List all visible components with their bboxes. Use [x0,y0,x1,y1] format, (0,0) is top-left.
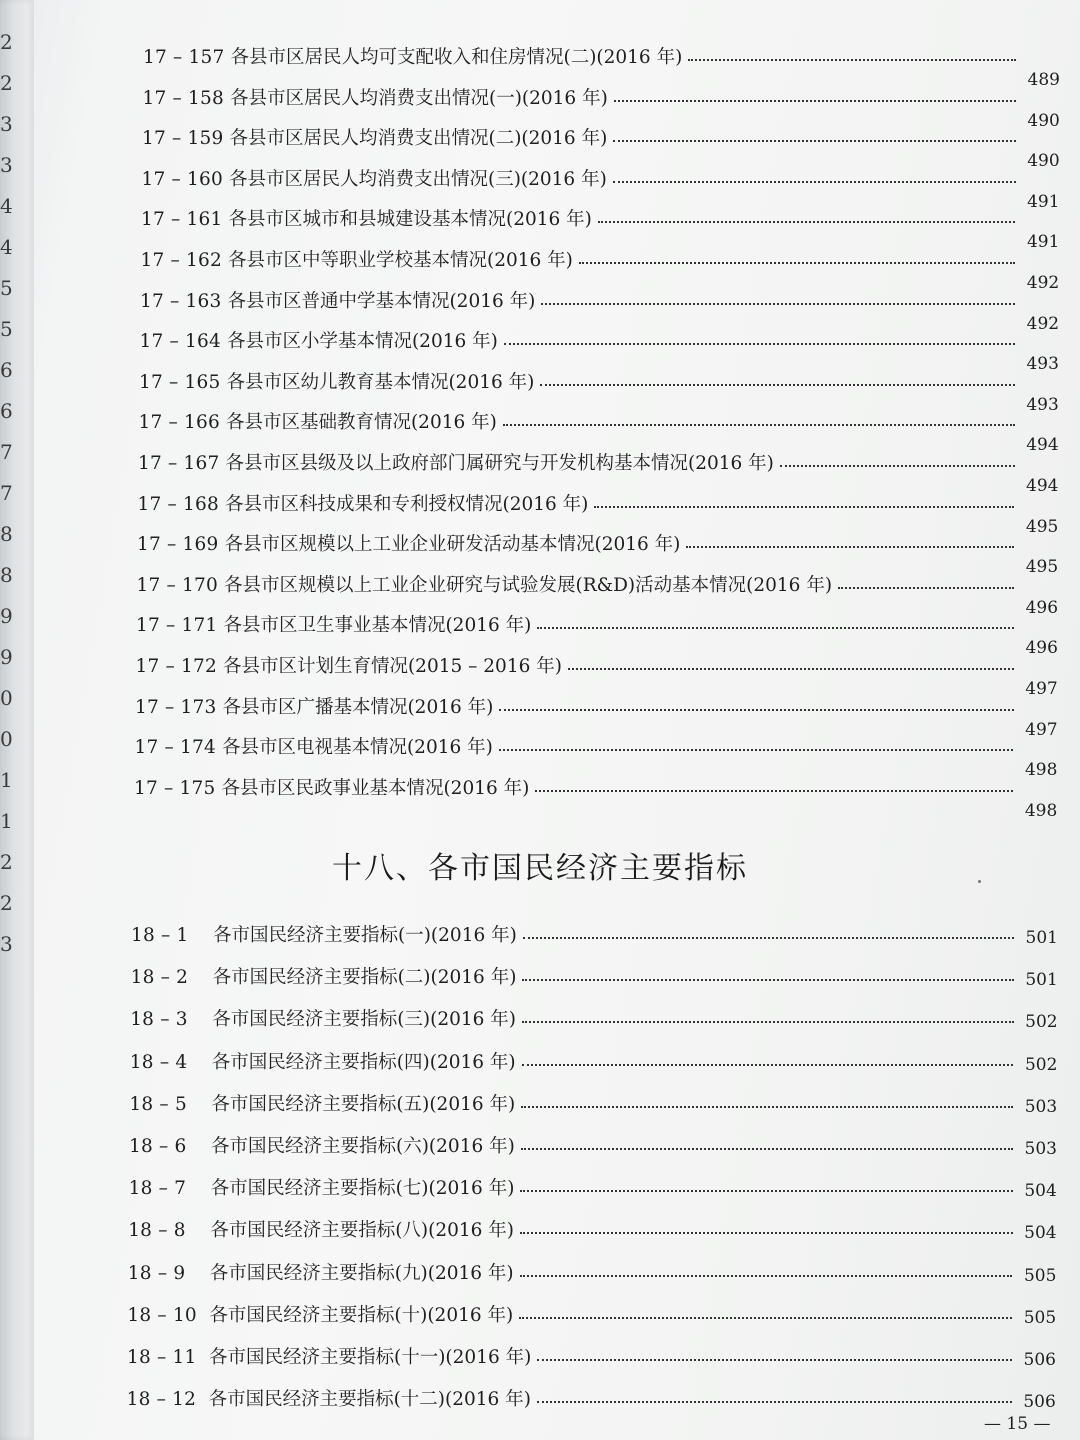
entry-page: 502 [1025,1012,1058,1033]
entry-title: 各市国民经济主要指标(十二)(2016 年) [208,1389,531,1411]
entry-title: 各县市区小学基本情况(2016 年) [226,331,498,353]
toc-entry [138,412,1059,456]
toc-entry [140,290,1060,334]
leader-dots [613,128,1015,142]
toc-entry [129,1136,1057,1158]
entry-number: 18 – 9 [127,1262,186,1284]
book-spine-shadow [0,0,34,1440]
leader-dots [568,656,1014,670]
entry-page: 496 [1025,638,1058,659]
entry-page: 493 [1026,394,1059,415]
leader-dots [541,291,1015,305]
entry-page: 503 [1024,1096,1058,1117]
toc-entry [137,534,1059,578]
entry-number: 17 – 160 [141,168,223,190]
toc-entry [139,331,1059,375]
entry-title: 各县市区基础教育情况(2016 年) [225,412,497,434]
entry-page: 505 [1023,1265,1057,1286]
leader-dots [613,169,1016,183]
toc-entry [131,967,1058,989]
entry-title: 各县市区居民人均消费支出情况(一)(2016 年) [229,87,608,109]
toc-entry [131,925,1058,947]
toc-entry [128,1220,1056,1242]
entry-page: 501 [1025,928,1058,948]
margin-digit: 3 [0,934,13,954]
toc-entry [136,574,1059,618]
entry-number: 17 – 171 [136,615,218,637]
toc-entry [127,1347,1056,1369]
entry-number: 17 – 163 [140,290,222,312]
entry-number: 17 – 167 [138,453,220,474]
entry-title: 各市国民经济主要指标(四)(2016 年) [211,1051,516,1073]
leader-dots [521,1094,1013,1108]
entry-title: 各县市区居民人均可支配收入和住房情况(二)(2016 年) [230,47,683,68]
leader-dots [537,615,1014,629]
entry-title: 各县市区民政事业基本情况(2016 年) [221,777,530,799]
margin-digit: 5 [0,278,13,298]
entry-number: 17 – 165 [139,371,221,393]
entry-page: 502 [1024,1054,1058,1075]
entry-page: 506 [1023,1350,1056,1370]
entry-number: 17 – 168 [137,493,219,515]
print-speck [978,880,981,883]
entry-title: 各县市区电视基本情况(2016 年) [221,737,493,759]
margin-digit: 1 [0,770,13,790]
entry-title: 各市国民经济主要指标(二)(2016 年) [212,967,517,989]
entry-number: 18 – 1 [131,925,189,946]
leader-dots [521,1136,1013,1150]
leader-dots [686,534,1014,548]
leader-dots [503,412,1015,426]
leader-dots [499,697,1013,711]
leader-dots [780,453,1015,467]
toc-entry [137,493,1059,537]
entry-title: 各市国民经济主要指标(六)(2016 年) [211,1136,515,1157]
entry-page: 506 [1023,1392,1056,1413]
toc-entry [134,737,1058,781]
toc-entry [130,1009,1057,1031]
toc-entry [143,47,1060,90]
leader-dots [520,1178,1012,1192]
entry-number: 17 – 159 [142,128,224,150]
toc-entry [130,1052,1058,1074]
entry-title: 各市国民经济主要指标(八)(2016 年) [210,1220,515,1242]
entry-title: 各市国民经济主要指标(五)(2016 年) [211,1093,516,1115]
margin-digit: 3 [0,114,13,134]
toc-entry [134,777,1058,821]
entry-number: 18 – 8 [128,1220,186,1242]
margin-digit: 2 [0,893,13,913]
entry-page: 489 [1027,70,1060,90]
entry-page: 490 [1027,110,1060,131]
entry-number: 17 – 166 [138,412,220,434]
entry-number: 18 – 4 [129,1051,188,1073]
leader-dots [522,967,1013,981]
margin-digit: 8 [0,524,13,544]
entry-title: 各县市区规模以上工业企业研发活动基本情况(2016 年) [224,534,681,556]
toc-entry [139,371,1059,415]
entry-page: 495 [1025,557,1059,578]
margin-digit: 0 [0,729,13,749]
entry-number: 17 – 175 [134,777,216,799]
entry-page: 497 [1025,719,1058,740]
entry-number: 17 – 164 [139,331,221,353]
toc-entry [128,1263,1057,1285]
toc-entry [140,250,1060,293]
leader-dots [522,1052,1014,1066]
entry-title: 各县市区科技成果和专利授权情况(2016 年) [224,493,589,515]
margin-digit: 9 [0,647,13,667]
entry-page: 492 [1026,273,1060,293]
leader-dots [598,209,1016,223]
entry-page: 498 [1024,800,1058,821]
entry-page: 501 [1025,970,1058,991]
entry-page: 498 [1024,760,1058,781]
entry-page: 494 [1026,476,1059,496]
leader-dots [504,331,1015,345]
leader-dots [579,250,1015,264]
leader-dots [594,494,1014,508]
margin-digit: 1 [0,811,13,831]
entry-page: 505 [1023,1307,1057,1328]
entry-page: 493 [1026,354,1059,375]
entry-title: 各县市区居民人均消费支出情况(二)(2016 年) [229,128,608,150]
entry-number: 17 – 174 [134,737,216,759]
margin-digit: 6 [0,401,13,421]
entry-title: 各县市区广播基本情况(2016 年) [222,696,494,718]
entry-number: 17 – 161 [141,209,223,231]
margin-digit: 4 [0,237,13,257]
margin-digit: 4 [0,196,13,216]
margin-digit: 2 [0,32,13,52]
entry-title: 各县市区居民人均消费支出情况(三)(2016 年) [228,168,607,190]
entry-page: 497 [1025,679,1058,699]
entry-title: 各县市区规模以上工业企业研究与试验发展(R&D)活动基本情况(2016 年) [223,574,833,596]
entry-number: 18 – 6 [129,1136,187,1157]
margin-digit: 5 [0,319,13,339]
toc-entry [136,615,1058,659]
margin-digit: 2 [0,73,13,93]
entry-number: 17 – 158 [142,87,224,109]
entry-page: 495 [1025,516,1059,537]
margin-digit: 3 [0,155,13,175]
entry-title: 各县市区县级及以上政府部门属研究与开发机构基本情况(2016 年) [225,453,774,474]
margin-digit: 8 [0,565,13,585]
margin-digit: 2 [0,852,13,872]
entry-number: 18 – 10 [127,1304,197,1326]
entry-page: 496 [1025,597,1059,618]
entry-title: 各市国民经济主要指标(三)(2016 年) [212,1009,517,1031]
margin-digit: 7 [0,442,13,462]
leader-dots [614,88,1016,102]
entry-page: 503 [1024,1139,1057,1159]
entry-title: 各市国民经济主要指标(十)(2016 年) [209,1304,514,1326]
page-number: — 15 — [984,1414,1051,1434]
leader-dots [519,1305,1012,1319]
toc-entry [127,1305,1056,1327]
entry-number: 17 – 169 [137,534,219,556]
entry-number: 18 – 5 [129,1093,187,1115]
toc-entry [142,128,1060,172]
entry-page: 504 [1024,1223,1057,1244]
toc-entry [141,168,1060,212]
leader-dots [540,372,1014,386]
entry-number: 17 – 170 [136,574,218,596]
entry-title: 各市国民经济主要指标(十一)(2016 年) [209,1347,532,1368]
leader-dots [522,1009,1014,1023]
entry-number: 17 – 162 [140,250,222,271]
margin-digit: 9 [0,606,13,626]
toc-entry [142,87,1060,131]
toc-entry [141,209,1060,253]
entry-page: 492 [1026,313,1060,334]
toc-entry [135,656,1058,699]
entry-number: 17 – 157 [143,47,225,68]
margin-digit: 7 [0,483,13,503]
entry-title: 各市国民经济主要指标(一)(2016 年) [213,925,517,946]
entry-page: 490 [1027,151,1060,172]
toc-entry [129,1178,1057,1200]
toc-entry [127,1389,1056,1411]
leader-dots [499,737,1014,751]
leader-dots [537,1389,1012,1403]
entry-number: 18 – 7 [128,1178,187,1200]
leader-dots [535,778,1013,792]
leader-dots [523,925,1014,939]
leader-dots [520,1263,1013,1277]
leader-dots [537,1347,1012,1361]
entry-page: 491 [1026,232,1060,253]
entry-title: 各县市区计划生育情况(2015 – 2016 年) [222,656,562,677]
toc-entry [129,1094,1057,1116]
entry-title: 各县市区城市和县城建设基本情况(2016 年) [228,209,592,231]
margin-digit: 6 [0,360,13,380]
entry-number: 18 – 2 [130,967,189,989]
entry-title: 各县市区普通中学基本情况(2016 年) [227,290,536,312]
entry-title: 各市国民经济主要指标(七)(2016 年) [210,1178,515,1200]
toc-entry [138,453,1059,496]
entry-number: 17 – 173 [135,696,217,718]
entry-number: 18 – 12 [126,1389,197,1411]
toc-entry [135,696,1058,740]
entry-number: 18 – 11 [127,1347,197,1368]
entry-number: 17 – 172 [135,656,217,677]
entry-title: 各县市区卫生事业基本情况(2016 年) [223,615,532,637]
margin-digit: 0 [0,688,13,708]
entry-number: 18 – 3 [130,1009,188,1031]
entry-title: 各县市区中等职业学校基本情况(2016 年) [227,250,573,271]
entry-title: 各县市区幼儿教育基本情况(2016 年) [226,371,535,393]
entry-page: 504 [1024,1181,1057,1202]
leader-dots [520,1220,1013,1234]
leader-dots [688,47,1016,61]
entry-title: 各市国民经济主要指标(九)(2016 年) [209,1262,514,1284]
entry-page: 491 [1027,191,1060,212]
entry-page: 494 [1026,435,1059,456]
section-18-heading: 十八、各市国民经济主要指标 [332,851,748,886]
leader-dots [838,575,1014,589]
